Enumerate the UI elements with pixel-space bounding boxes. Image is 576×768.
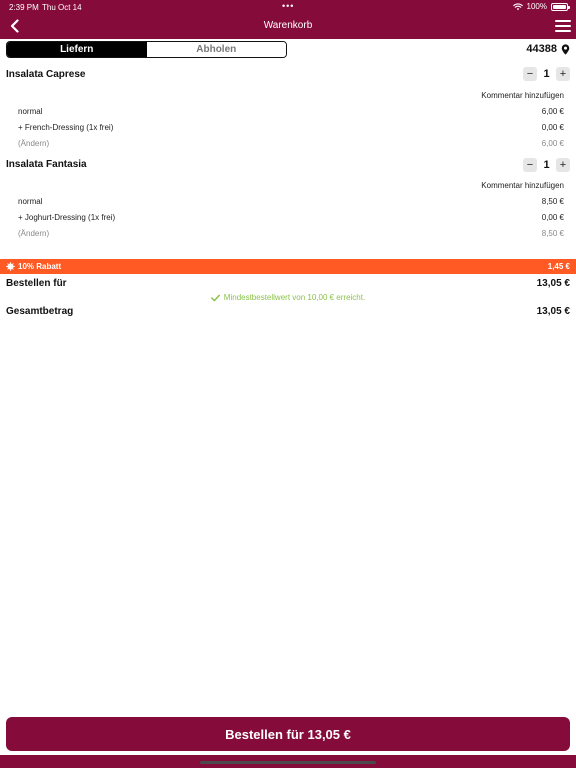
total-label: Gesamtbetrag [6,306,74,317]
increase-button[interactable]: + [556,158,570,172]
cart-item-title: Insalata Caprese [6,69,86,80]
discount-banner [0,259,576,274]
status-bar [0,0,576,14]
nav-bar [0,14,576,39]
tab-liefern[interactable]: Liefern [7,42,147,57]
increase-button[interactable]: + [556,67,570,81]
zip-code: 44388 [526,43,557,55]
change-item-link[interactable]: (Ändern) [18,229,50,238]
wifi-icon [513,3,523,11]
item-subtotal: 8,50 € [541,229,564,238]
zip-code-selector[interactable] [526,43,570,55]
place-order-button[interactable]: Bestellen für 13,05 € [6,717,570,751]
battery-icon [551,3,568,11]
min-order-text: Mindestbestellwert von 10,00 € erreicht. [223,293,366,302]
item-addon-label: + Joghurt-Dressing (1x frei) [18,213,116,222]
item-subtotal: 6,00 € [541,139,564,148]
status-time: 2:39 PM [9,3,39,12]
order-for-row [6,278,570,289]
add-comment-link[interactable]: Kommentar hinzufügen [481,91,564,100]
quantity-stepper [523,67,570,81]
map-pin-icon [561,44,570,55]
list-item [18,139,564,148]
item-addon-price: 0,00 € [541,123,564,132]
cart-item-title: Insalata Fantasia [6,159,87,170]
battery-percent: 100% [526,2,547,11]
min-order-note [0,293,576,302]
status-date: Thu Oct 14 [42,3,82,12]
discount-badge-icon [6,262,15,271]
change-item-link[interactable]: (Ändern) [18,139,50,148]
item-variant-price: 8,50 € [541,197,564,206]
item-addon-price: 0,00 € [541,213,564,222]
list-item [18,229,564,238]
delivery-mode-toggle [6,41,287,58]
page-title: Warenkorb [263,20,313,31]
decrease-button[interactable]: − [523,158,537,172]
discount-label-group [6,262,61,271]
add-comment-link[interactable]: Kommentar hinzufügen [481,181,564,190]
list-item [18,123,564,132]
home-indicator[interactable] [200,761,376,764]
discount-amount: 1,45 € [547,262,570,271]
discount-label: 10% Rabatt [18,262,62,271]
total-row [6,306,570,317]
quantity-value: 1 [543,159,550,171]
item-variant-label: normal [18,197,43,206]
decrease-button[interactable]: − [523,67,537,81]
list-item [18,107,564,116]
item-variant-label: normal [18,107,43,116]
multitask-dots[interactable]: ••• [282,1,295,11]
total-amount: 13,05 € [536,306,570,317]
order-for-amount: 13,05 € [536,278,570,289]
tab-abholen[interactable]: Abholen [147,42,287,57]
status-right [513,2,568,11]
item-addon-label: + French-Dressing (1x frei) [18,123,114,132]
quantity-stepper [523,158,570,172]
item-variant-price: 6,00 € [541,107,564,116]
checkmark-icon [211,294,220,302]
hamburger-menu-icon[interactable] [555,19,571,33]
list-item [18,213,564,222]
order-for-label: Bestellen für [6,278,67,289]
quantity-value: 1 [543,68,550,80]
list-item [18,197,564,206]
